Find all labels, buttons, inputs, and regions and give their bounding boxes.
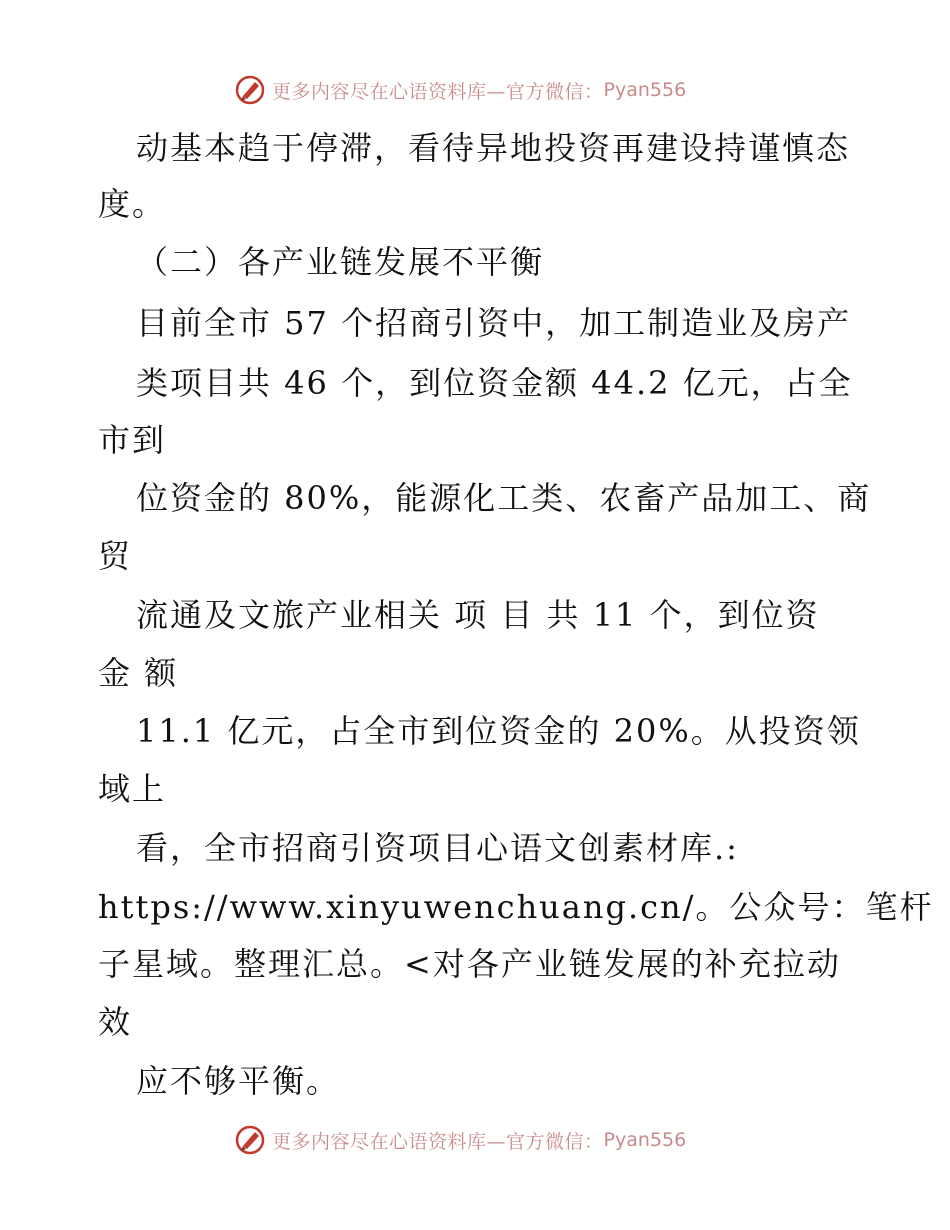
body-line: 动基本趋于停滞，看待异地投资再建设持谨慎态	[136, 129, 851, 167]
pen-logo-icon	[234, 74, 266, 106]
body-line: 类项目共 46 个，到位资金额 44.2 亿元，占全	[136, 364, 853, 402]
watermark-footer	[0, 1120, 950, 1160]
body-line: 市到	[98, 421, 167, 459]
body-line: 位资金的 80%，能源化工类、农畜产品加工、商	[136, 479, 872, 517]
body-line: 目前全市 57 个招商引资中，加工制造业及房产	[136, 304, 852, 342]
watermark-header	[0, 70, 950, 110]
pen-logo-icon	[234, 1124, 266, 1156]
body-line: 看，全市招商引资项目心语文创素材库.:	[136, 829, 739, 867]
watermark-wechat-id: Pyan556	[603, 79, 687, 101]
body-line: 应不够平衡。	[136, 1062, 341, 1100]
body-line: 效	[98, 1003, 133, 1041]
body-line: 域上	[98, 770, 167, 808]
body-line: https://www.xinyuwenchuang.cn/。公众号：笔杆	[98, 888, 934, 926]
body-line: 金 额	[98, 654, 179, 692]
body-line: 贸	[98, 537, 133, 575]
watermark-text: 更多内容尽在心语资料库—官方微信：	[272, 1130, 604, 1153]
body-line: 流通及文旅产业相关 项 目 共 11 个，到位资	[136, 596, 820, 634]
watermark-wechat-id: Pyan556	[603, 1129, 687, 1151]
body-line: 子星域。整理汇总。<对各产业链发展的补充拉动	[98, 945, 841, 983]
watermark-text: 更多内容尽在心语资料库—官方微信：	[272, 80, 604, 103]
body-line: 度。	[98, 185, 167, 223]
body-line: 11.1 亿元，占全市到位资金的 20%。从投资领	[136, 712, 861, 750]
section-heading: （二）各产业链发展不平衡	[136, 243, 545, 281]
